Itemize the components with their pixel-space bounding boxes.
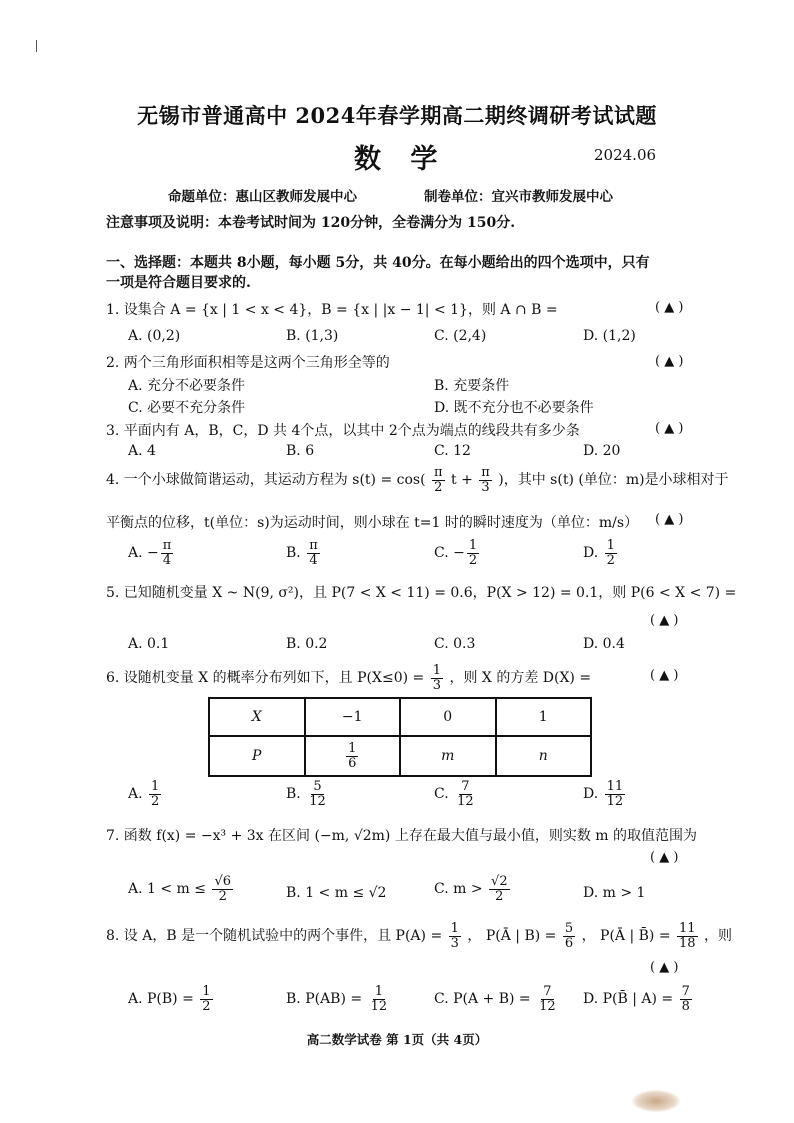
question-4-line2: 平衡点的位移，t(单位：s)为运动时间，则小球在 t=1 时的瞬时速度为（单位：m/s） (106, 515, 639, 531)
answer-mark: ( ▲ ) (650, 613, 679, 628)
q5-option-c: C. 0.3 (434, 636, 476, 652)
q7-option-d: D. m > 1 (583, 885, 646, 901)
q7-option-c: C. m > $\frac{√2}{2}$ (434, 874, 508, 904)
q3-option-d: D. 20 (583, 443, 621, 459)
author-unit: 命题单位：惠山区教师发展中心 (168, 189, 357, 205)
answer-mark: ( ▲ ) (655, 354, 684, 369)
question-7-stem: 7. 函数 f(x) = −x³ + 3x 在区间 (−m, √2m) 上存在最大值与最小值，则实数 m 的取值范围为 (106, 828, 698, 844)
page-footer: 高二数学试卷 第 1页（共 4页） (306, 1032, 488, 1047)
q6-option-a: A. $\frac{1}{2}$ (128, 779, 160, 809)
section-heading-cont: 一项是符合题目要求的. (106, 275, 251, 291)
exam-notice: 注意事项及说明：本卷考试时间为 120分钟，全卷满分为 150分. (106, 215, 516, 231)
q4-stem-mid: t + (451, 472, 473, 489)
answer-mark: ( ▲ ) (655, 300, 684, 315)
table-cell: $\frac{1}{6}$ (305, 736, 401, 776)
q4-option-c: C. − $\frac{1}{2}$ (434, 538, 478, 568)
q1-option-a: A. (0,2) (128, 328, 181, 344)
answer-mark: ( ▲ ) (655, 512, 684, 527)
question-3-stem: 3. 平面内有 A，B，C，D 共 4个点，以其中 2个点为端点的线段共有多少条 (106, 423, 580, 439)
distribution-table (208, 697, 592, 777)
table-cell: 1 (496, 698, 592, 736)
q2-option-c: C. 必要不充分条件 (128, 400, 246, 416)
q4-option-d: D. $\frac{1}{2}$ (583, 538, 615, 568)
q8-option-a: A. P(B) = $\frac{1}{2}$ (128, 984, 211, 1014)
question-5-stem: 5. 已知随机变量 X ~ N(9, σ²)，且 P(7 < X < 11) = 0.6，P(X > 12) = 0.1，则 P(6 < X < 7) = (106, 585, 737, 601)
q2-option-d: D. 既不充分也不必要条件 (434, 400, 594, 416)
q3-option-a: A. 4 (128, 443, 156, 459)
table-row (209, 736, 591, 776)
q6-option-d: D. $\frac{11}{12}$ (583, 779, 624, 809)
question-8-stem: 8. 设 A，B 是一个随机试验中的两个事件，且 P(A) = $\frac{1}{3}$ ， P(Ā | B) = $\frac{5}{6}$ ， P(Ā | B̄) = $\frac{11}{18}$ ，则 (106, 921, 733, 951)
q4-option-a: A. − $\frac{\pi}{4}$ (128, 538, 172, 568)
subject-title: 数 学 (354, 144, 448, 175)
q1-option-c: C. (2,4) (434, 328, 487, 344)
q2-option-a: A. 充分不必要条件 (128, 378, 246, 394)
q6-stem-fraction: $\frac{1}{3}$ (432, 663, 441, 693)
q4-option-b: B. $\frac{\pi}{4}$ (286, 538, 318, 568)
exam-date: 2024.06 (594, 146, 657, 164)
print-unit: 制卷单位：宜兴市教师发展中心 (424, 189, 613, 205)
answer-mark: ( ▲ ) (650, 668, 679, 683)
question-6-stem: 6. 设随机变量 X 的概率分布列如下，且 P(X≤0) = $\frac{1}{3}$ ，则 X 的方差 D(X) = (106, 663, 592, 693)
q8-option-d: D. P(B̄ | A) = $\frac{7}{8}$ (583, 984, 690, 1014)
q4-stem-pre: 4. 一个小球做简谐运动，其运动方程为 s(t) = cos( (106, 472, 426, 489)
table-cell: X (209, 698, 305, 736)
table-cell: n (496, 736, 592, 776)
answer-mark: ( ▲ ) (650, 960, 679, 975)
q3-option-c: C. 12 (434, 443, 471, 459)
section-heading: 一、选择题：本题共 8小题，每小题 5分，共 40分。在每小题给出的四个选项中，只有 (106, 255, 650, 271)
scan-mark (36, 40, 37, 52)
q7-option-a: A. 1 < m ≤ $\frac{√6}{2}$ (128, 874, 232, 904)
q3-option-b: B. 6 (286, 443, 315, 459)
answer-mark: ( ▲ ) (655, 421, 684, 436)
table-cell: P (209, 736, 305, 776)
q5-option-b: B. 0.2 (286, 636, 328, 652)
q7-option-b: B. 1 < m ≤ √2 (286, 885, 387, 901)
question-1-stem: 1. 设集合 A = {x | 1 < x < 4}，B = {x | |x − 1| < 1}，则 A ∩ B = (106, 302, 558, 318)
q8-option-c: C. P(A + B) = $\frac{7}{12}$ (434, 984, 556, 1014)
scan-smudge (632, 1090, 680, 1112)
answer-mark: ( ▲ ) (650, 850, 679, 865)
table-cell: 0 (400, 698, 496, 736)
q4-fraction-2: $\frac{\pi}{3}$ (481, 465, 490, 495)
q8-option-b: B. P(AB) = $\frac{1}{12}$ (286, 984, 388, 1014)
q5-option-d: D. 0.4 (583, 636, 625, 652)
q5-option-a: A. 0.1 (128, 636, 170, 652)
q1-option-b: B. (1,3) (286, 328, 339, 344)
table-cell: −1 (305, 698, 401, 736)
table-cell: m (400, 736, 496, 776)
q6-option-c: C. $\frac{7}{12}$ (434, 779, 474, 809)
q6-option-b: B. $\frac{5}{12}$ (286, 779, 326, 809)
exam-title: 无锡市普通高中 2024年春学期高二期终调研考试试题 (137, 103, 657, 128)
q4-stem-post: )，其中 s(t) (单位：m)是小球相对于 (498, 472, 729, 489)
question-2-stem: 2. 两个三角形面积相等是这两个三角形全等的 (106, 355, 390, 371)
question-4-stem (106, 466, 729, 494)
table-row (209, 698, 591, 736)
q2-option-b: B. 充要条件 (434, 378, 510, 394)
q1-option-d: D. (1,2) (583, 328, 636, 344)
q4-fraction-1: $\frac{\pi}{2}$ (434, 465, 443, 495)
